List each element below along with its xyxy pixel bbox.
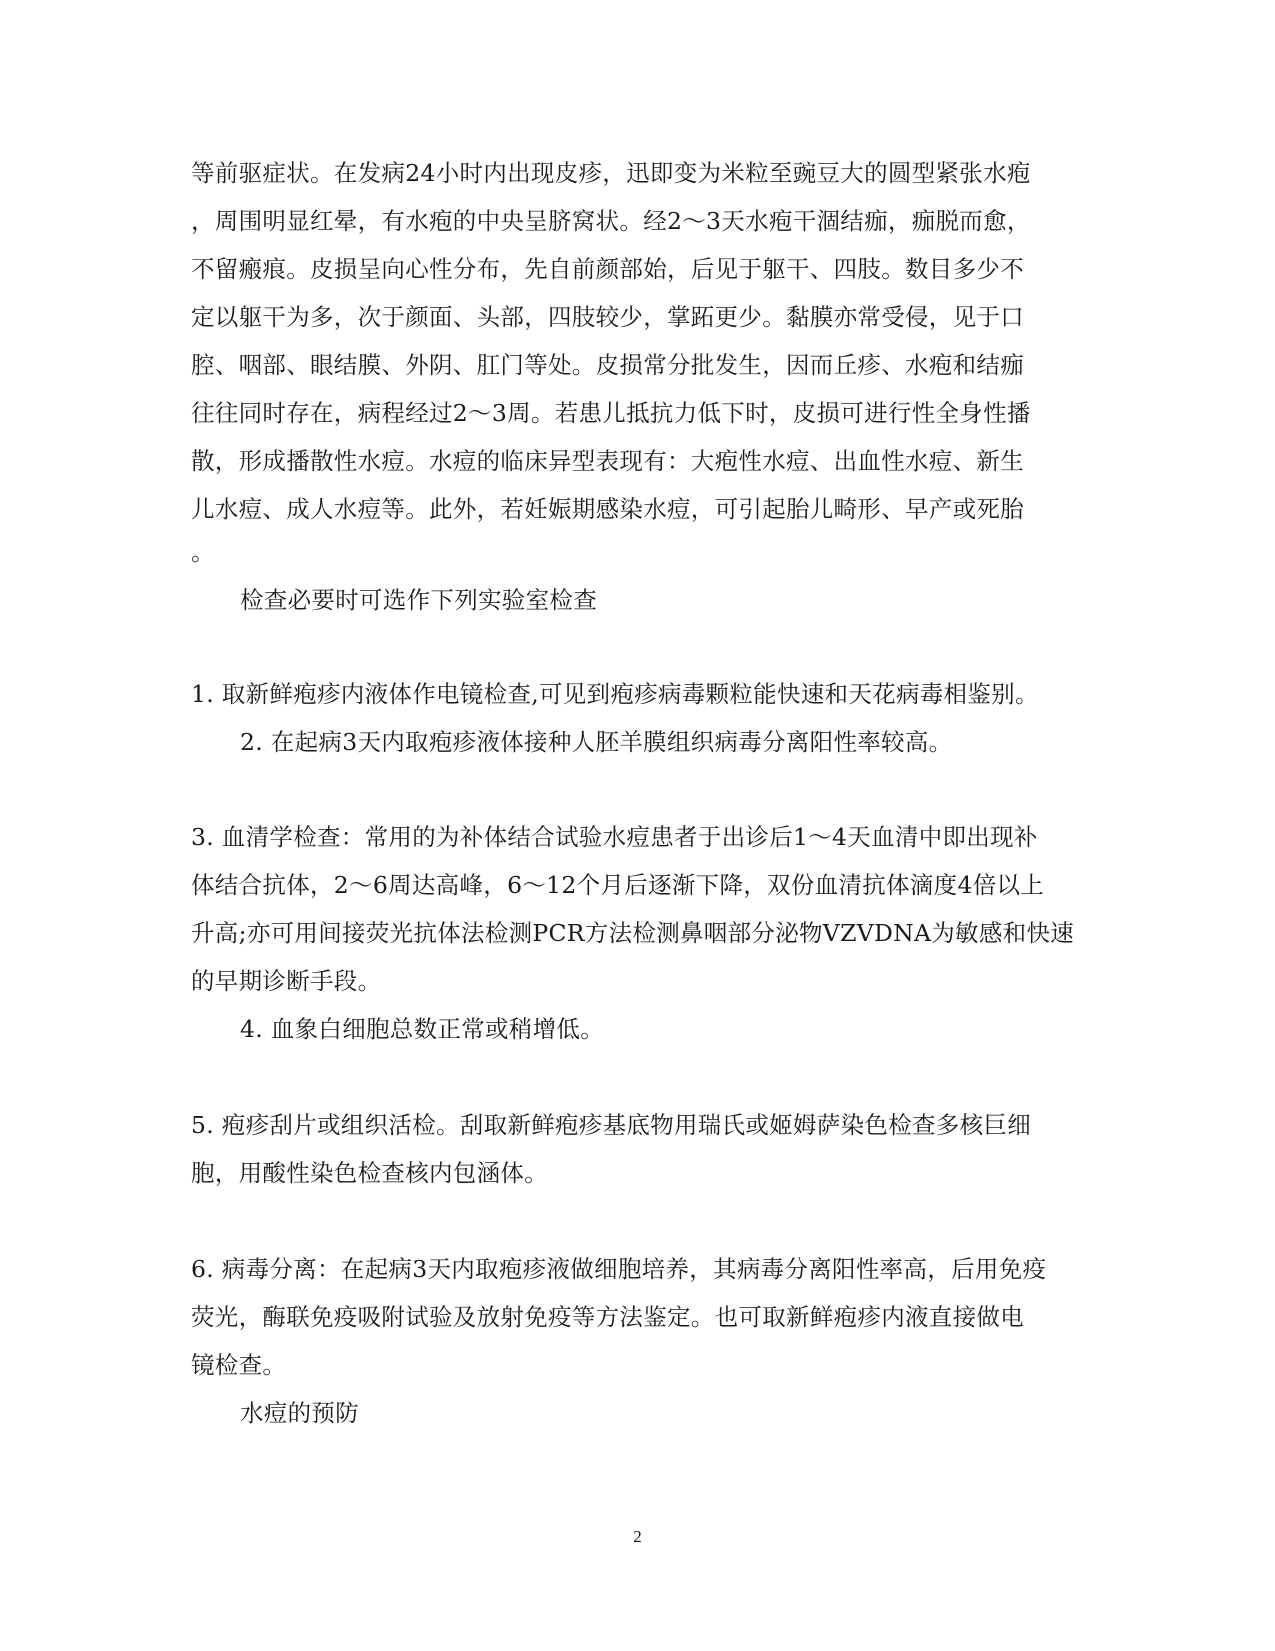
paragraph-line: 不留瘢痕。皮损呈向心性分布，先自前颜部始，后见于躯干、四肢。数目多少不 [191,255,1024,283]
paragraph-line: 儿水痘、成人水痘等。此外，若妊娠期感染水痘，可引起胎儿畸形、早产或死胎 [191,495,1024,523]
section-heading: 检查必要时可选作下列实验室检查 [240,586,597,614]
list-item: 2. 在起病3天内取疱疹液体接种人胚羊膜组织病毒分离阳性率较高。 [240,728,953,756]
section-heading: 水痘的预防 [240,1399,359,1427]
paragraph-line: 升高;亦可用间接荧光抗体法检测PCR方法检测鼻咽部分泌物VZVDNA为敏感和快速 [191,919,1075,947]
paragraph-line: ，周围明显红晕，有水疱的中央呈脐窝状。经2～3天水疱干涸结痂，痂脱而愈， [191,207,1031,235]
paragraph-line: 腔、咽部、眼结膜、外阴、肛门等处。皮损常分批发生，因而丘疹、水疱和结痂 [191,351,1024,379]
paragraph-line: 胞，用酸性染色检查核内包涵体。 [191,1159,548,1187]
paragraph-line: 等前驱症状。在发病24小时内出现皮疹，迅即变为米粒至豌豆大的圆型紧张水疱 [191,159,1031,187]
paragraph-line: 镜检查。 [191,1351,287,1379]
paragraph-line: 散，形成播散性水痘。水痘的临床异型表现有：大疱性水痘、出血性水痘、新生 [191,447,1024,475]
paragraph-line: 。 [191,538,215,566]
list-item: 5. 疱疹刮片或组织活检。刮取新鲜疱疹基底物用瑞氏或姬姆萨染色检查多核巨细 [191,1111,1031,1139]
paragraph-line: 荧光，酶联免疫吸附试验及放射免疫等方法鉴定。也可取新鲜疱疹内液直接做电 [191,1303,1024,1331]
list-item: 6. 病毒分离：在起病3天内取疱疹液做细胞培养，其病毒分离阳性率高，后用免疫 [191,1255,1047,1283]
paragraph-line: 体结合抗体，2～6周达高峰，6～12个月后逐渐下降，双份血清抗体滴度4倍以上 [191,871,1045,899]
paragraph-line: 往往同时存在，病程经过2～3周。若患儿抵抗力低下时，皮损可进行性全身性播 [191,399,1031,427]
page-number: 2 [633,1527,642,1546]
list-item: 4. 血象白细胞总数正常或稍增低。 [240,1015,604,1043]
paragraph-line: 定以躯干为多，次于颜面、头部，四肢较少，掌跖更少。黏膜亦常受侵，见于口 [191,303,1024,331]
list-item: 3. 血清学检查：常用的为补体结合试验水痘患者于出诊后1～4天血清中即出现补 [191,823,1038,851]
list-item: 1. 取新鲜疱疹内液体作电镜检查,可见到疱疹病毒颗粒能快速和天花病毒相鉴别。 [191,680,1039,708]
paragraph-line: 的早期诊断手段。 [191,967,382,995]
